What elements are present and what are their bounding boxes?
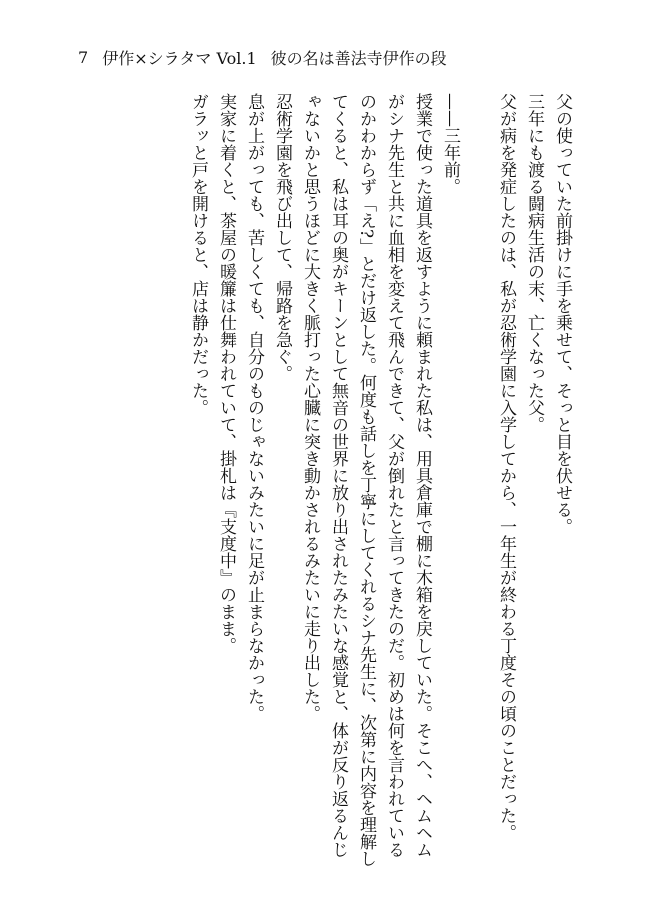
paragraph-gap — [464, 93, 492, 873]
paragraph: ——三年前。 — [440, 93, 460, 195]
chapter-title: 彼の名は善法寺伊作の段 — [270, 48, 447, 68]
page-header — [78, 46, 598, 68]
paragraph: 忍術学園を飛び出して、帰路を急ぐ。 — [272, 93, 292, 382]
paragraph: 授業で使った道具を返すように頼まれた私は、用具倉庫で棚に木箱を戻していた。そこへ、ヘムヘムがシナ先生と共に血相を変えて飛んできて、父が倒れたと言ってきたのだ。初めは何を言われているのかわからず「え?」とだけ返した。何度も話しを丁寧にしてくれるシナ先生に、次第に内容を理解してくると、私は耳の奥がキーンとして無音の世界に放り出されたみたいな感覚と、体が反り返るんじゃないかと思うほどに大きく脈打った心臓に突き動かされるみたいに走り出した。 — [300, 93, 432, 868]
paragraph: 実家に着くと、茶屋の暖簾は仕舞われていて、掛札は『支度中』のまま。 — [216, 93, 236, 654]
paragraph: 息が上がっても、苦しくても、自分のものじゃないみたいに足が止まらなかった。 — [244, 93, 264, 722]
book-title: 伊作×シラタマ Vol.1 — [102, 48, 257, 68]
paragraph: 父が病を発症したのは、私が忍術学園に入学してから、一年生が終わる丁度その頃のことだった。 — [496, 93, 516, 841]
paragraph: 父の使っていた前掛けに手を乗せて、そっと目を伏せる。 — [552, 93, 572, 535]
paragraph: ガラッと戸を開けると、店は静かだった。 — [188, 93, 208, 416]
vertical-body-text — [56, 93, 576, 873]
paragraph: 三年にも渡る闘病生活の末、亡くなった父。 — [524, 93, 544, 433]
page-number: 7 — [78, 47, 89, 67]
